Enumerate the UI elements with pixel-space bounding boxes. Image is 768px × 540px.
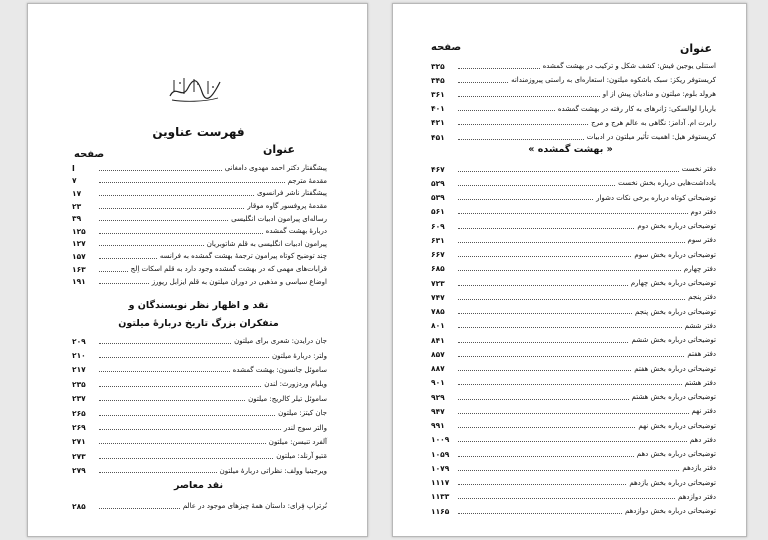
- basmala-calligraphy: [168, 74, 222, 104]
- toc-entry-page: ۳۴۵: [431, 75, 445, 85]
- dot-leader: [458, 327, 682, 328]
- toc-entry-title: والتر سوج لندر: [283, 423, 327, 432]
- toc-entry-page: ۵۳۹: [431, 193, 445, 203]
- toc-entry-title: دفتر دوم: [690, 207, 716, 216]
- toc-entry: [431, 362, 716, 376]
- dot-leader: [458, 413, 689, 414]
- column-header-page: صفحه: [74, 149, 105, 160]
- toc-entry: [72, 212, 327, 225]
- toc-entry-page: ۷۴۷: [431, 292, 445, 302]
- toc-entry-page: ۵۶۱: [431, 207, 445, 217]
- toc-entry: [431, 87, 716, 101]
- toc-entry-title: ولتر: دربارهٔ میلتون: [272, 351, 327, 360]
- toc-essays: [431, 59, 716, 144]
- toc-entry: [72, 420, 327, 434]
- contemporary-heading: نقد معاصر: [173, 480, 224, 491]
- toc-entry-title: رابرت ام. آدامز: نگاهی به عالم هرج و مرج: [591, 118, 716, 127]
- toc-entry: [72, 200, 327, 213]
- toc-entry-title: توضیحاتی درباره بخش هفتم: [634, 364, 716, 373]
- toc-entry-page: ۸۴۱: [431, 335, 445, 345]
- dot-leader: [99, 400, 245, 401]
- column-header-title: عنوان: [679, 42, 712, 55]
- dot-leader: [458, 441, 687, 442]
- dot-leader: [458, 270, 681, 271]
- toc-entry-title: باربارا لوالسکی: ژانرهای به کار رفته در بهشت گمشده: [557, 104, 716, 113]
- dot-leader: [99, 472, 217, 473]
- toc-front-matter: [72, 162, 327, 288]
- toc-entry-title: مقدمهٔ پروفسور گاوه موقار: [247, 202, 327, 211]
- toc-entry-title: آلفرد تنیسن: میلتون: [268, 437, 327, 446]
- toc-entry-page: ۱۰۵۹: [431, 449, 450, 459]
- toc-entry: [72, 263, 327, 276]
- toc-entry-page: ۸۵۷: [431, 349, 445, 359]
- toc-entry-title: نُرتراپ فِرای: داستان همهٔ چیزهای موجود در عالم: [182, 502, 327, 510]
- dot-leader: [458, 313, 632, 314]
- dot-leader: [458, 299, 685, 300]
- dot-leader: [458, 470, 679, 471]
- toc-entry: [72, 435, 327, 449]
- toc-entry: [431, 276, 716, 290]
- dot-leader: [458, 242, 685, 243]
- toc-entry: [431, 116, 716, 130]
- toc-entry: [431, 262, 716, 276]
- dot-leader: [99, 245, 204, 246]
- toc-entry: [72, 499, 327, 513]
- toc-entry-page: ۶۳۱: [431, 235, 445, 245]
- toc-entry-page: ۱۵۷: [72, 251, 86, 261]
- toc-entry-page: ۲۳۷: [72, 394, 86, 404]
- toc-entry: [431, 191, 716, 205]
- toc-entry: [72, 377, 327, 391]
- toc-entry-page: ۹۴۷: [431, 406, 445, 416]
- toc-entry-page: ۴۶۷: [431, 164, 445, 174]
- dot-leader: [99, 429, 281, 430]
- dot-leader: [99, 233, 263, 234]
- toc-entry-title: قرابات‌های مهمی که در بهشت گمشده وجود دارد به قلم اسکات اِلج: [130, 265, 327, 274]
- toc-entry: [431, 390, 716, 404]
- toc-entry-page: ۹۰۱: [431, 378, 445, 388]
- toc-entry-page: ۲۳۵: [72, 379, 86, 389]
- dot-leader: [99, 182, 285, 183]
- toc-entry-page: ۲۷۱: [72, 437, 86, 447]
- toc-entry: [72, 225, 327, 238]
- toc-entry-title: ویرجینیا وولف: نظراتی دربارهٔ میلتون: [219, 466, 327, 475]
- toc-entry: [72, 334, 327, 348]
- toc-entry-title: توضیحاتی درباره بخش دوازدهم: [624, 507, 716, 516]
- toc-entry-title: دفتر هشتم: [684, 378, 716, 387]
- page-title: فهرست عناوین: [152, 125, 245, 139]
- toc-entry-title: دفتر نهم: [691, 407, 716, 416]
- toc-entry: [431, 347, 716, 361]
- dot-leader: [99, 443, 266, 444]
- dot-leader: [458, 456, 634, 457]
- toc-entry-page: ۸۰۱: [431, 321, 445, 331]
- toc-entry-title: دفتر دهم: [689, 435, 716, 444]
- toc-entry-page: ۱۹۱: [72, 277, 86, 287]
- toc-entry-page: ۲۷۹: [72, 466, 86, 476]
- toc-entry: [72, 175, 327, 188]
- dot-leader: [99, 508, 180, 509]
- toc-entry-page: ۷: [72, 176, 77, 186]
- toc-entry-page: ۶۸۵: [431, 264, 445, 274]
- toc-entry-title: توضیحاتی درباره بخش دوم: [637, 222, 716, 231]
- dot-leader: [458, 256, 631, 257]
- dot-leader: [99, 271, 128, 272]
- dot-leader: [99, 258, 157, 259]
- toc-entry-page: ۳۶۱: [431, 89, 445, 99]
- toc-entry: [72, 449, 327, 463]
- dot-leader: [99, 220, 228, 221]
- dot-leader: [458, 199, 593, 200]
- toc-entry-title: دفتر یازدهم: [682, 464, 716, 473]
- toc-entry-title: جان کیتز: میلتون: [278, 409, 327, 418]
- toc-entry-title: توضیحاتی درباره بخش ششم: [631, 336, 716, 345]
- toc-entry-title: مقدمهٔ مترجم: [287, 176, 327, 185]
- toc-entry-title: اوضاع سیاسی و مذهبی در دوران میلتون به قلم ایزابل ریورز: [151, 277, 327, 286]
- toc-entry: [72, 187, 327, 200]
- dot-leader: [458, 427, 635, 428]
- toc-entry: [431, 73, 716, 87]
- toc-entry-page: ۲۶۵: [72, 408, 86, 418]
- toc-entry: [431, 404, 716, 418]
- toc-entry-title: دفتر پنجم: [688, 293, 716, 302]
- toc-entry: [431, 102, 716, 116]
- toc-entry-page: ۲۶۹: [72, 423, 86, 433]
- dot-leader: [99, 357, 269, 358]
- toc-entry-page: ۶۶۷: [431, 250, 445, 260]
- toc-entry-page: ۱۱۱۷: [431, 478, 450, 488]
- toc-entry: [431, 305, 716, 319]
- dot-leader: [458, 498, 675, 499]
- toc-entry-page: ۲۱۷: [72, 365, 86, 375]
- toc-entry-title: توضیحاتی درباره بخش هشتم: [631, 393, 716, 402]
- left-page: [27, 3, 368, 537]
- toc-entry-title: مَتیو آرنلد: میلتون: [276, 452, 327, 461]
- toc-entry: [72, 275, 327, 288]
- dot-leader: [458, 124, 588, 125]
- toc-entry: [431, 419, 716, 433]
- dot-leader: [458, 384, 682, 385]
- dot-leader: [99, 386, 261, 387]
- toc-entry: [431, 233, 716, 247]
- dot-leader: [99, 415, 275, 416]
- toc-entry: [431, 319, 716, 333]
- dot-leader: [458, 356, 684, 357]
- toc-entry-page: ۱۱۳۳: [431, 492, 450, 502]
- toc-entry-page: ۱۰۰۹: [431, 435, 450, 445]
- toc-entry-page: ۲۸۵: [72, 501, 86, 511]
- toc-entry: [72, 250, 327, 263]
- toc-entry-title: دفتر چهارم: [683, 264, 716, 273]
- dot-leader: [458, 171, 679, 172]
- toc-entry-page: ۳۲۵: [431, 61, 445, 71]
- toc-entry-page: ۳۹: [72, 214, 82, 224]
- toc-entry-title: پیشگفتار دکتر احمد مهدوی دامغانی: [224, 164, 327, 173]
- toc-entry-page: ۹۹۱: [431, 421, 445, 431]
- dot-leader: [458, 96, 600, 97]
- toc-entry-page: ۲۰۹: [72, 336, 86, 346]
- toc-entry-page: ۱۷: [72, 188, 82, 198]
- toc-entry-page: ۷۸۵: [431, 307, 445, 317]
- toc-entry: [431, 290, 716, 304]
- dot-leader: [99, 195, 254, 196]
- toc-entry-page: ۴۲۱: [431, 118, 445, 128]
- dot-leader: [458, 513, 622, 514]
- toc-entry: [431, 176, 716, 190]
- toc-entry: [431, 130, 716, 144]
- toc-entry-page: ۲۳: [72, 201, 82, 211]
- dot-leader: [458, 342, 628, 343]
- toc-entry-title: استنلی یوجین فیش: کشف شکل و ترکیب در بهشت گمشده: [542, 62, 716, 71]
- dot-leader: [458, 110, 555, 111]
- column-header-page: صفحه: [431, 42, 462, 53]
- toc-entry-page: ۲۱۰: [72, 351, 86, 361]
- toc-entry-title: رساله‌ای پیرامون ادبیات انگلیسی: [231, 214, 327, 223]
- dot-leader: [458, 139, 584, 140]
- toc-entry-page: ۱۶۳: [72, 264, 86, 274]
- dot-leader: [99, 458, 273, 459]
- toc-entry-page: ۴۵۱: [431, 132, 445, 142]
- toc-entry-title: کریستوفر ریکز: سبک باشکوه میلتون: استعاره‌ای به راستی پیروزمندانه: [511, 76, 716, 85]
- toc-entry-page: ۱۱۶۵: [431, 506, 450, 516]
- toc-entry-title: توضیحاتی کوتاه درباره برخی نکات دشوار: [596, 193, 716, 202]
- toc-entry-title: یادداشت‌هایی درباره بخش نخست: [618, 179, 716, 188]
- toc-entry-title: هرولد بلوم: میلتون و منادیان پیش از او: [602, 90, 716, 99]
- toc-entry: [431, 205, 716, 219]
- toc-entry-title: پیرامون ادبیات انگلیسی به قلم شاتوبریان: [206, 239, 327, 248]
- toc-entry: [431, 433, 716, 447]
- toc-entry: [431, 162, 716, 176]
- dot-leader: [458, 82, 508, 83]
- column-header-title: عنوان: [262, 143, 295, 156]
- paradise-lost-heading: « بهشت گمشده »: [528, 144, 613, 155]
- toc-entry-title: جان درایدن: شعری برای میلتون: [234, 337, 327, 346]
- dot-leader: [99, 371, 230, 372]
- dot-leader: [99, 343, 231, 344]
- dot-leader: [458, 370, 631, 371]
- toc-entry-page: ۸۸۷: [431, 364, 445, 374]
- toc-entry-page: ۷۲۳: [431, 278, 445, 288]
- toc-books: [431, 162, 716, 518]
- toc-entry-title: چند توضیح کوتاه پیرامون ترجمهٔ بهشت گمشده به فرانسه: [159, 252, 327, 261]
- toc-critics: [72, 334, 327, 478]
- toc-entry-title: دفتر هفتم: [687, 350, 716, 359]
- dot-leader: [99, 283, 149, 284]
- toc-entry-title: توضیحاتی درباره بخش سوم: [634, 250, 716, 259]
- toc-entry-page: ۱۲۷: [72, 239, 86, 249]
- toc-entry-title: توضیحاتی درباره بخش پنجم: [635, 307, 716, 316]
- toc-entry-page: ۴۰۱: [431, 104, 445, 114]
- toc-entry: [72, 162, 327, 175]
- toc-entry: [72, 363, 327, 377]
- toc-entry-title: دفتر نخست: [681, 165, 716, 174]
- toc-entry: [431, 248, 716, 262]
- dot-leader: [458, 228, 634, 229]
- dot-leader: [458, 484, 626, 485]
- dot-leader: [99, 208, 244, 209]
- toc-entry-page: ۲۷۳: [72, 451, 86, 461]
- toc-entry: [431, 59, 716, 73]
- dot-leader: [458, 185, 615, 186]
- right-page: [392, 3, 747, 537]
- dot-leader: [99, 170, 222, 171]
- toc-entry: [431, 504, 716, 518]
- toc-entry-title: کریستوفر هیل: اهمیت تأثیر میلتون در ادبیات: [586, 133, 716, 142]
- toc-entry-title: توضیحاتی درباره بخش چهارم: [630, 279, 716, 288]
- toc-entry-title: دفتر دوازدهم: [678, 492, 716, 501]
- toc-entry-title: دفتر سوم: [687, 236, 716, 245]
- dot-leader: [458, 213, 688, 214]
- toc-entry: [431, 219, 716, 233]
- toc-entry: [431, 461, 716, 475]
- toc-entry: [431, 447, 716, 461]
- toc-entry: [431, 376, 716, 390]
- toc-entry-title: توضیحاتی درباره بخش دهم: [636, 450, 716, 459]
- toc-entry-title: دفتر ششم: [684, 321, 716, 330]
- toc-entry-title: ویلیام وردزورث: لندن: [264, 380, 327, 389]
- critics-heading-line-2: متفکران بزرگ تاریخ دربارهٔ میلتون: [118, 318, 279, 329]
- toc-entry-page: ۱۰۷۹: [431, 463, 450, 473]
- toc-entry: [72, 392, 327, 406]
- toc-entry-title: ساموئل جانسون: بهشت گمشده: [232, 365, 327, 374]
- toc-entry: [72, 348, 327, 362]
- toc-entry: [431, 333, 716, 347]
- toc-entry-title: توضیحاتی درباره بخش یازدهم: [629, 478, 716, 487]
- toc-entry-title: توضیحاتی درباره بخش نهم: [638, 421, 716, 430]
- toc-entry-page: ۹۲۹: [431, 392, 445, 402]
- toc-contemporary: [72, 499, 327, 513]
- toc-entry-title: دربارهٔ بهشت گمشده: [265, 227, 327, 236]
- toc-entry-title: پیشگفتار ناشر فرانسوی: [256, 189, 327, 198]
- dot-leader: [458, 399, 629, 400]
- toc-entry: [72, 464, 327, 478]
- dot-leader: [458, 285, 628, 286]
- toc-entry: [431, 476, 716, 490]
- toc-entry-page: ۶۰۹: [431, 221, 445, 231]
- toc-entry-page: ۵۲۹: [431, 178, 445, 188]
- toc-entry-page: ۱۲۵: [72, 226, 86, 236]
- toc-entry-title: ساموئل تیلر کالریج: میلتون: [248, 394, 327, 403]
- toc-entry: [72, 406, 327, 420]
- toc-entry: [72, 238, 327, 251]
- critics-heading-line-1: نقد و اظهار نظر نویسندگان و: [128, 300, 269, 311]
- toc-entry-page: I: [72, 163, 75, 173]
- dot-leader: [458, 68, 540, 69]
- toc-entry: [431, 490, 716, 504]
